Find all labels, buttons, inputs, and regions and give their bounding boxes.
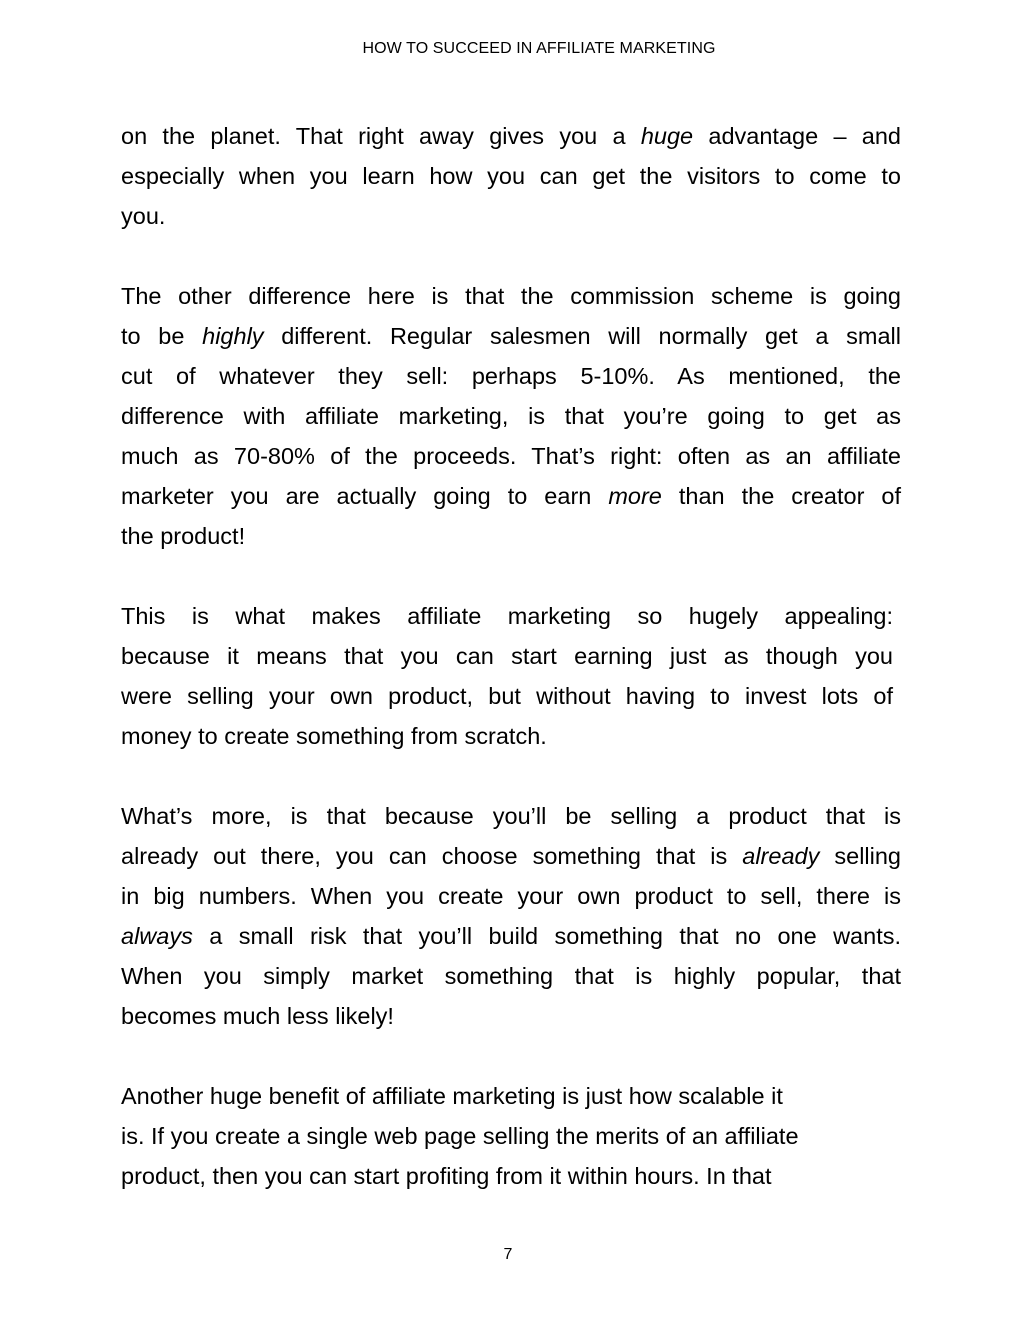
text-line [121, 876, 901, 916]
text-run: on the planet. That right away gives you a [121, 123, 641, 149]
text-run: because it means that you can start earning just as though you [121, 643, 893, 669]
text-line [121, 356, 901, 396]
text-line [121, 916, 901, 956]
page-number: 7 [503, 1246, 513, 1263]
text-run: were selling your own product, but without having to invest lots of [121, 683, 893, 709]
paragraph [121, 796, 901, 1036]
text-run: is. If you create a single web page selling the merits of an affiliate [121, 1123, 799, 1149]
text-run: in big numbers. When you create your own product to sell, there is [121, 883, 901, 909]
text-run: to be [121, 323, 203, 349]
text-run: especially when you learn how you can get the visitors to come to [121, 163, 901, 189]
text-line [121, 316, 901, 356]
text-run: advantage – and [693, 123, 901, 149]
text-line [121, 1156, 901, 1196]
text-run: money to create something from scratch. [121, 723, 547, 749]
emphasis: more [608, 483, 662, 509]
text-line [121, 476, 901, 516]
text-run: marketer you are actually going to earn [121, 483, 609, 509]
text-line [121, 636, 893, 676]
text-line [121, 796, 901, 836]
text-run: difference with affiliate marketing, is that you’re going to get as [121, 403, 901, 429]
text-run: cut of whatever they sell: perhaps 5-10%. As mentioned, the [121, 363, 901, 389]
text-run: When you simply market something that is highly popular, that [121, 963, 901, 989]
text-line [121, 276, 901, 316]
emphasis: highly [202, 323, 264, 349]
paragraph [121, 1076, 901, 1196]
text-run: becomes much less likely! [121, 1003, 394, 1029]
emphasis: huge [640, 123, 694, 149]
text-line [121, 116, 901, 156]
text-run: product, then you can start profiting from it within hours. In that [121, 1163, 772, 1189]
running-header: HOW TO SUCCEED IN AFFILIATE MARKETING [362, 40, 716, 57]
text-line [121, 1116, 901, 1156]
body-text [121, 116, 901, 1236]
text-run: This is what makes affiliate marketing so hugely appealing: [121, 603, 893, 629]
text-run: Another huge benefit of affiliate marketing is just how scalable it [121, 1083, 783, 1109]
paragraph [121, 116, 901, 236]
text-run: the product! [121, 523, 246, 549]
text-run: The other difference here is that the commission scheme is going [121, 283, 901, 309]
text-line [121, 596, 893, 636]
text-run: than the creator of [661, 483, 901, 509]
text-run: you. [121, 203, 166, 229]
text-line [121, 676, 893, 716]
emphasis: already [742, 843, 820, 869]
paragraph [121, 596, 893, 756]
text-line [121, 996, 901, 1036]
emphasis: always [121, 923, 193, 949]
text-line [121, 396, 901, 436]
text-line [121, 956, 901, 996]
text-run: selling [819, 843, 901, 869]
text-line [121, 196, 901, 236]
text-line [121, 516, 901, 556]
paragraph [121, 276, 901, 556]
text-run: already out there, you can choose something that is [121, 843, 743, 869]
text-run: different. Regular salesmen will normally get a small [263, 323, 902, 349]
text-line [121, 836, 901, 876]
text-line [121, 156, 901, 196]
text-run: a small risk that you’ll build something that no one wants. [192, 923, 901, 949]
text-run: much as 70-80% of the proceeds. That’s right: often as an affiliate [121, 443, 901, 469]
text-line [121, 1076, 901, 1116]
text-line [121, 716, 893, 756]
text-run: What’s more, is that because you’ll be selling a product that is [121, 803, 901, 829]
text-line [121, 436, 901, 476]
